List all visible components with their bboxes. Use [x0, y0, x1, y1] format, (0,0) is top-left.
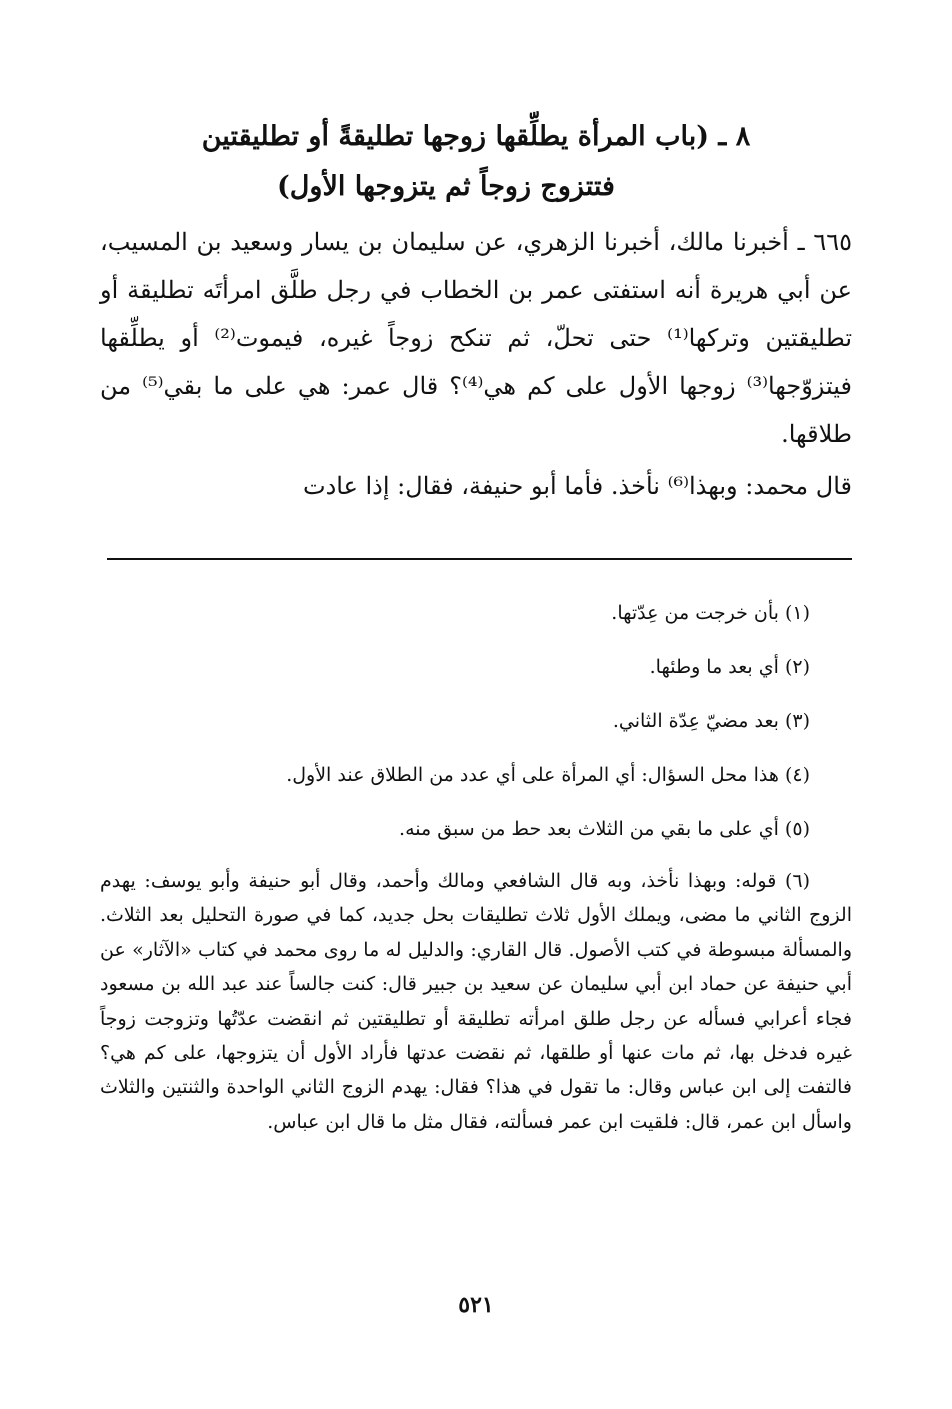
hadith-paragraph: ٦٦٥ ـ أخبرنا مالك، أخبرنا الزهري، عن سليمان بن يسار وسعيد بن المسيب، عن أبي هريرة أنه استفتى عمر بن الخطاب في رجل طلَّق امرأتَه تطليقة أو تطليقتين وتركها⁽¹⁾ حتى تحلّ، ثم تنكح زوجاً غيره، فيموت⁽²⁾ أو يطلِّقها فيتزوّجها⁽³⁾ زوجها الأول على كم هي⁽⁴⁾؟ قال عمر: هي على ما بقي⁽⁵⁾ من طلاقها. [100, 228, 852, 448]
footnote-6-start: (٦) قوله: وبهذا نأخذ، وبه قال الشافعي ومالك وأحمد، وقال أبو حنيفة [248, 870, 811, 892]
page-number: ٥٢١ [458, 1292, 494, 1318]
chapter-heading-line2: فتتزوج زوجاً ثم يتزوجها الأول) [277, 171, 615, 202]
footnote-2: (٢) أي بعد ما وطئها. [649, 656, 810, 678]
footnote-separator [107, 558, 852, 560]
commentary-paragraph: قال محمد: وبهذا⁽⁶⁾ نأخذ. فأما أبو حنيفة، فقال: إذا عادت [302, 472, 852, 500]
chapter-heading-line1: ٨ ـ (باب المرأة يطلِّقها زوجها تطليقةً أو تطليقتين [201, 121, 751, 152]
footnote-6-body: وأبو يوسف: يهدم الزوج الثاني ما مضى، ويملك الأول ثلاث تطليقات بحل جديد، كما في صورة التحليل بعد الثلاث. والمسألة مبسوطة في كتب الأصول. قال القاري: والدليل له ما روى محمد في كتاب «الآثار» عن أبي حنيفة عن حماد ابن أبي سليمان عن سعيد بن جبير قال: كنت جالساً عند عبد الله بن مسعود فجاء أعرابي فسأله عن رجل طلق امرأته تطليقة أو تطليقتين ثم انقضت عدّتُها وتزوجت زوجاً غيره فدخل بها، ثم مات عنها أو طلقها، ثم نقضت عدتها فأراد الأول أن يتزوجها، على كم هي؟ فالتفت إلى ابن عباس وقال: ما تقول في هذا؟ فقال: يهدم الزوج الثاني الواحدة والثنتين والثلاث واسأل ابن عمر، قال: فلقيت ابن عمر فسألته، فقال مثل ما قال ابن عباس. [100, 870, 853, 1133]
chapter-heading [100, 112, 852, 212]
footnote-1: (١) بأن خرجت من عِدّتها. [611, 602, 810, 624]
hadith-text [100, 218, 852, 510]
footnote-4: (٤) هذا محل السؤال: أي المرأة على أي عدد من الطلاق عند الأول. [286, 764, 810, 786]
footnotes [100, 586, 852, 1139]
footnote-5: (٥) أي على ما بقي من الثلاث بعد حط من سبق منه. [399, 818, 810, 840]
footnote-6 [100, 856, 852, 1139]
footnote-3: (٣) بعد مضيّ عِدّة الثاني. [612, 710, 810, 732]
